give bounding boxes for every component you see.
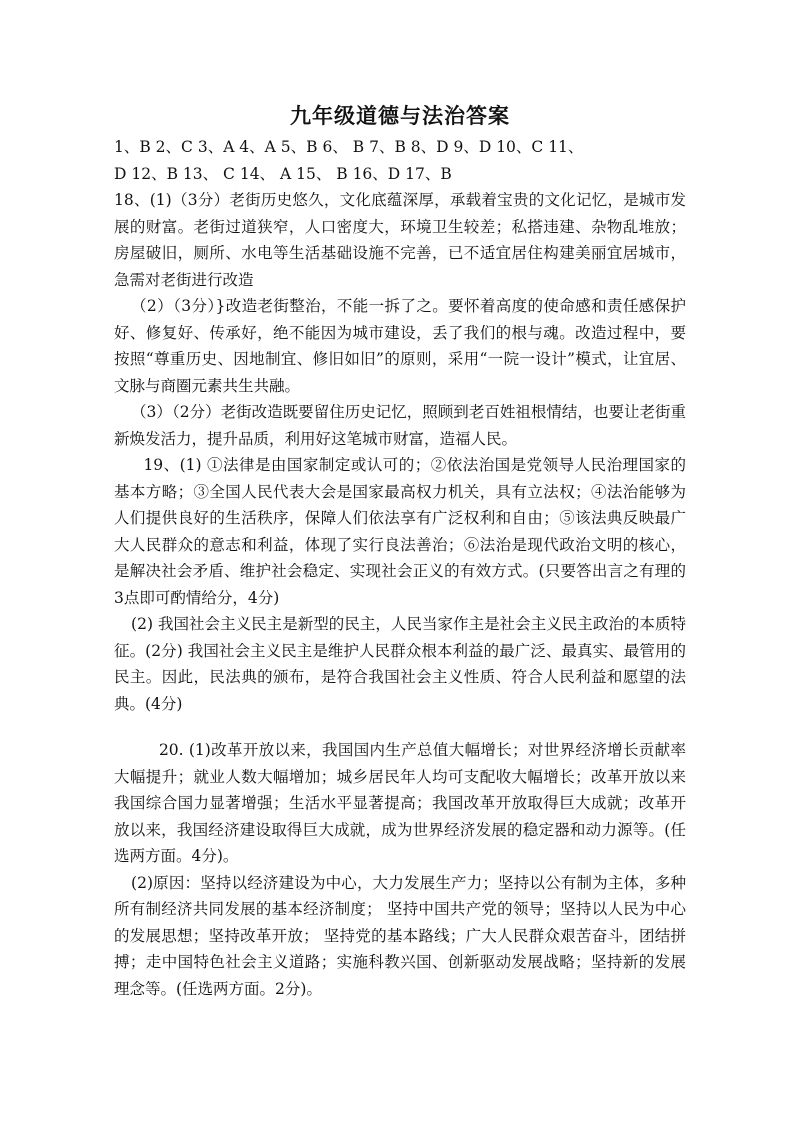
q20-part1: 20. (1)改革开放以来，我国国内生产总值大幅增长；对世界经济增长贡献率大幅提升；就业人数大幅增加；城乡居民年人均可支配收大幅增长；改革开放以来我国综合国力显著增强；生活水平显著提高；我国改革开放取得巨大成就；改革开放以来，我国经济建设取得巨大成就，成为世界经济发展的稳定器和动力源等。(任选两方面。4分)。: [114, 741, 686, 865]
q18-part1: 18、(1)（3分）老街历史悠久，文化底蕴深厚，承载着宝贵的文化记忆，是城市发展的财富。老街过道狭窄，人口密度大，环境卫生较差；私搭违建、杂物乱堆放；房屋破旧，厕所、水电等生活基础设施不完善，已不适宜居住构建美丽宜居城市，急需对老街进行改造: [114, 191, 686, 289]
section-spacer: [114, 717, 686, 737]
answer-document: [114, 100, 686, 1002]
q18-part2: （2）（3分）}改造老街整治，不能一拆了之。要怀着高度的使命感和责任感保护好、修复好、传承好，绝不能因为城市建设，丢了我们的根与魂。改造过程中，要按照“尊重历史、因地制宜、修旧如旧”的原则，采用“一院一设计”模式，让宜居、文脉与商圈元素共生共融。: [114, 297, 686, 395]
q20-part2: (2)原因：坚持以经济建设为中心，大力发展生产力；坚持以公有制为主体，多种所有制经济共同发展的基本经济制度； 坚持中国共产党的领导；坚持以人民为中心的发展思想；坚持改革开放； 坚持党的基本路线；广大人民群众艰苦奋斗，团结拼搏；走中国特色社会主义道路；实施科教兴国、创新驱动发展战略；坚持新的发展理念等。(任选两方面。2分)。: [114, 873, 686, 998]
page-title: 九年级道德与法治答案: [290, 103, 510, 128]
choice-answers-line-2: D 12、B 13、 C 14、 A 15、 B 16、D 17、B: [114, 164, 452, 183]
q19-part1: 19、(1) ①法律是由国家制定或认可的；②依法治国是党领导人民治理国家的基本方略；③全国人民代表大会是国家最高权力机关，具有立法权；④法治能够为人们提供良好的生活秩序，保障人们依法享有广泛权利和自由；⑤该法典反映最广大人民群众的意志和利益，体现了实行良法善治；⑥法治是现代政治文明的核心，是解决社会矛盾、维护社会稳定、实现社会正义的有效方式。(只要答出言之有理的3点即可酌情给分，4分): [114, 456, 686, 607]
q18-part3: （3）（2分）老街改造既要留住历史记忆，照顾到老百姓祖根情结，也要让老街重新焕发活力，提升品质，利用好这笔城市财富，造福人民。: [114, 403, 686, 448]
choice-answers-line-1: 1、B 2、C 3、A 4、A 5、B 6、 B 7、B 8、D 9、D 10、C 11、: [114, 138, 584, 156]
q19-part2: (2) 我国社会主义民主是新型的民主，人民当家作主是社会主义民主政治的本质特征。(2分) 我国社会主义民主是维护人民群众根本利益的最广泛、最真实、最管用的民主。因此，民法典的颁布，是符合我国社会主义性质、符合人民利益和愿望的法典。(4分): [114, 615, 686, 713]
